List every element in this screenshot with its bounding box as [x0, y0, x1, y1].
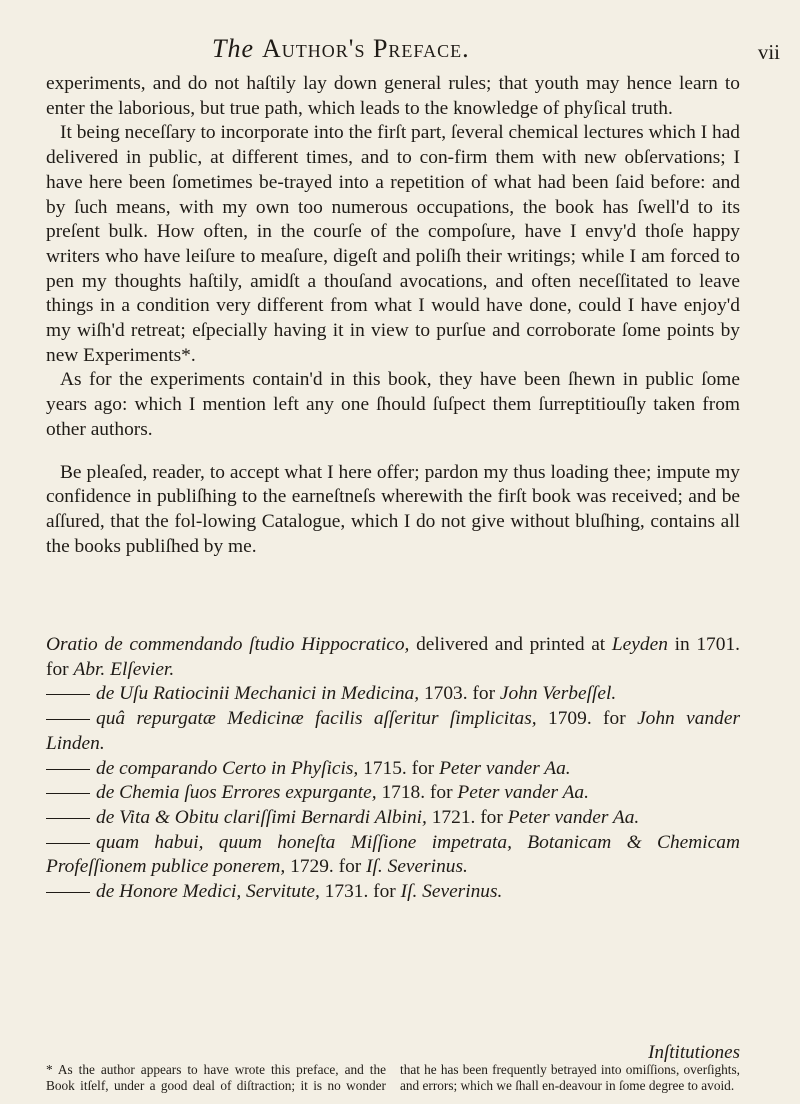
- entry-place: Leyden: [611, 634, 668, 655]
- catchword: Inſtitutiones: [648, 1042, 740, 1063]
- ditto-dash: [46, 892, 90, 893]
- entry-publisher: Peter vander Aa.: [507, 806, 640, 828]
- entry-title: quâ repurgatæ Medicinæ facilis aſſeritur ſimplicitas,: [96, 708, 537, 730]
- paragraph-2: It being neceſſary to incorporate into the firſt part, ſeveral chemical lectures which I had delivered in public, at different times, and to con-firm them with new obſervations; I have here been ſometimes be-trayed into a repetition of what had been ſaid before: and by ſuch means, with my own too numerous occupations, the book has ſwell'd to its preſent bulk. How often, in the courſe of the compoſure, have I envy'd thoſe happy writers who have leiſure to meaſure, digeſt and poliſh their writings; while I am forced to pen my thoughts haſtily, amidſt a thouſand avocations, and often neceſſitated to leave things in a condition very different from what I would have done, could I have enjoy'd my wiſh'd retreat; eſpecially having it in view to purſue and corroborate ſome points by new Experiments*.: [46, 122, 740, 366]
- entry-title: de Uſu Ratiocinii Mechanici in Medicina,: [96, 683, 420, 705]
- paragraph-4: Be pleaſed, reader, to accept what I here offer; pardon my thus loading thee; impute my confidence in publiſhing to the earneſtneſs wherewith the firſt book was received; and be aſſured, that the fol-lowing Catalogue, which I do not give without bluſhing, contains all the books publiſhed by me.: [46, 461, 740, 557]
- entry-rest: 1731. for: [319, 881, 401, 903]
- book-catalogue: [46, 633, 740, 905]
- entry-rest: 1715. for: [358, 757, 440, 779]
- entry-publisher: John Verbeſſel.: [499, 683, 617, 705]
- entry-rest: 1729. for: [285, 856, 367, 878]
- catalogue-entry: [46, 806, 740, 831]
- preface-body: [46, 72, 740, 559]
- ditto-dash: [46, 818, 90, 819]
- entry-title: de comparando Certo in Phyſicis,: [96, 757, 359, 779]
- catalogue-entry: [46, 831, 740, 880]
- paragraph-1: experiments, and do not haſtily lay down general rules; that youth may hence learn to enter the laborious, but true path, which leads to the knowledge of phyſical truth.: [46, 73, 740, 119]
- ditto-dash: [46, 694, 90, 695]
- entry-rest: 1709. for: [536, 708, 638, 730]
- entry-publisher: Iſ. Severinus.: [400, 881, 503, 903]
- catalogue-entry: [46, 707, 740, 756]
- entry-title: de Honore Medici, Servitute,: [96, 881, 320, 903]
- catalogue-entry: [46, 633, 740, 682]
- entry-publisher: Peter vander Aa.: [457, 782, 589, 804]
- entry-rest: 1721. for: [426, 806, 508, 828]
- catalogue-entry: [46, 781, 740, 806]
- catalogue-entry: [46, 682, 740, 707]
- ditto-dash: [46, 843, 90, 844]
- header-title: [212, 34, 470, 64]
- entry-title: de Vita & Obitu clariſſimi Bernardi Albini,: [96, 806, 427, 828]
- entry-rest: delivered and printed at: [409, 634, 612, 655]
- footnote: * As the author appears to have wrote this preface, and the Book itſelf, under a good deal of diſtraction; it is no wonder that he has been frequently betrayed into omiſſions, overſights, and errors; which we ſhall en-deavour in ſome degree to avoid.: [46, 1062, 740, 1093]
- page-number: vii: [757, 40, 780, 64]
- catalogue-entry: [46, 757, 740, 782]
- entry-publisher: Peter vander Aa.: [439, 757, 571, 779]
- ditto-dash: [46, 719, 90, 720]
- entry-publisher: Abr. Elſevier.: [73, 658, 175, 680]
- running-header: [46, 16, 780, 68]
- ditto-dash: [46, 793, 90, 794]
- catalogue-entry: [46, 880, 740, 905]
- header-the: The: [212, 34, 254, 63]
- paragraph-3: As for the experiments contain'd in this book, they have been ſhewn in public ſome years ago: which I mention left any one ſhould ſuſpect them ſurreptitiouſly taken from other authors.: [46, 369, 740, 440]
- header-title-text: Author's Preface.: [262, 34, 470, 63]
- entry-title: de Chemia ſuos Errores expurgante,: [96, 782, 377, 804]
- entry-publisher: John vander Linden.: [46, 708, 740, 754]
- ditto-dash: [46, 769, 90, 770]
- entry-rest: 1703. for: [419, 683, 500, 705]
- entry-publisher: Iſ. Severinus.: [366, 856, 468, 878]
- entry-rest: 1718. for: [376, 782, 458, 804]
- entry-title: Oratio de commendando ſtudio Hippocratico,: [46, 634, 410, 655]
- entry-title: quam habui, quum honeſta Miſſione impetrata, Botanicam & Chemicam Profeſſionem publice ponerem,: [46, 831, 740, 878]
- entry-year: in 1701. for: [46, 634, 740, 680]
